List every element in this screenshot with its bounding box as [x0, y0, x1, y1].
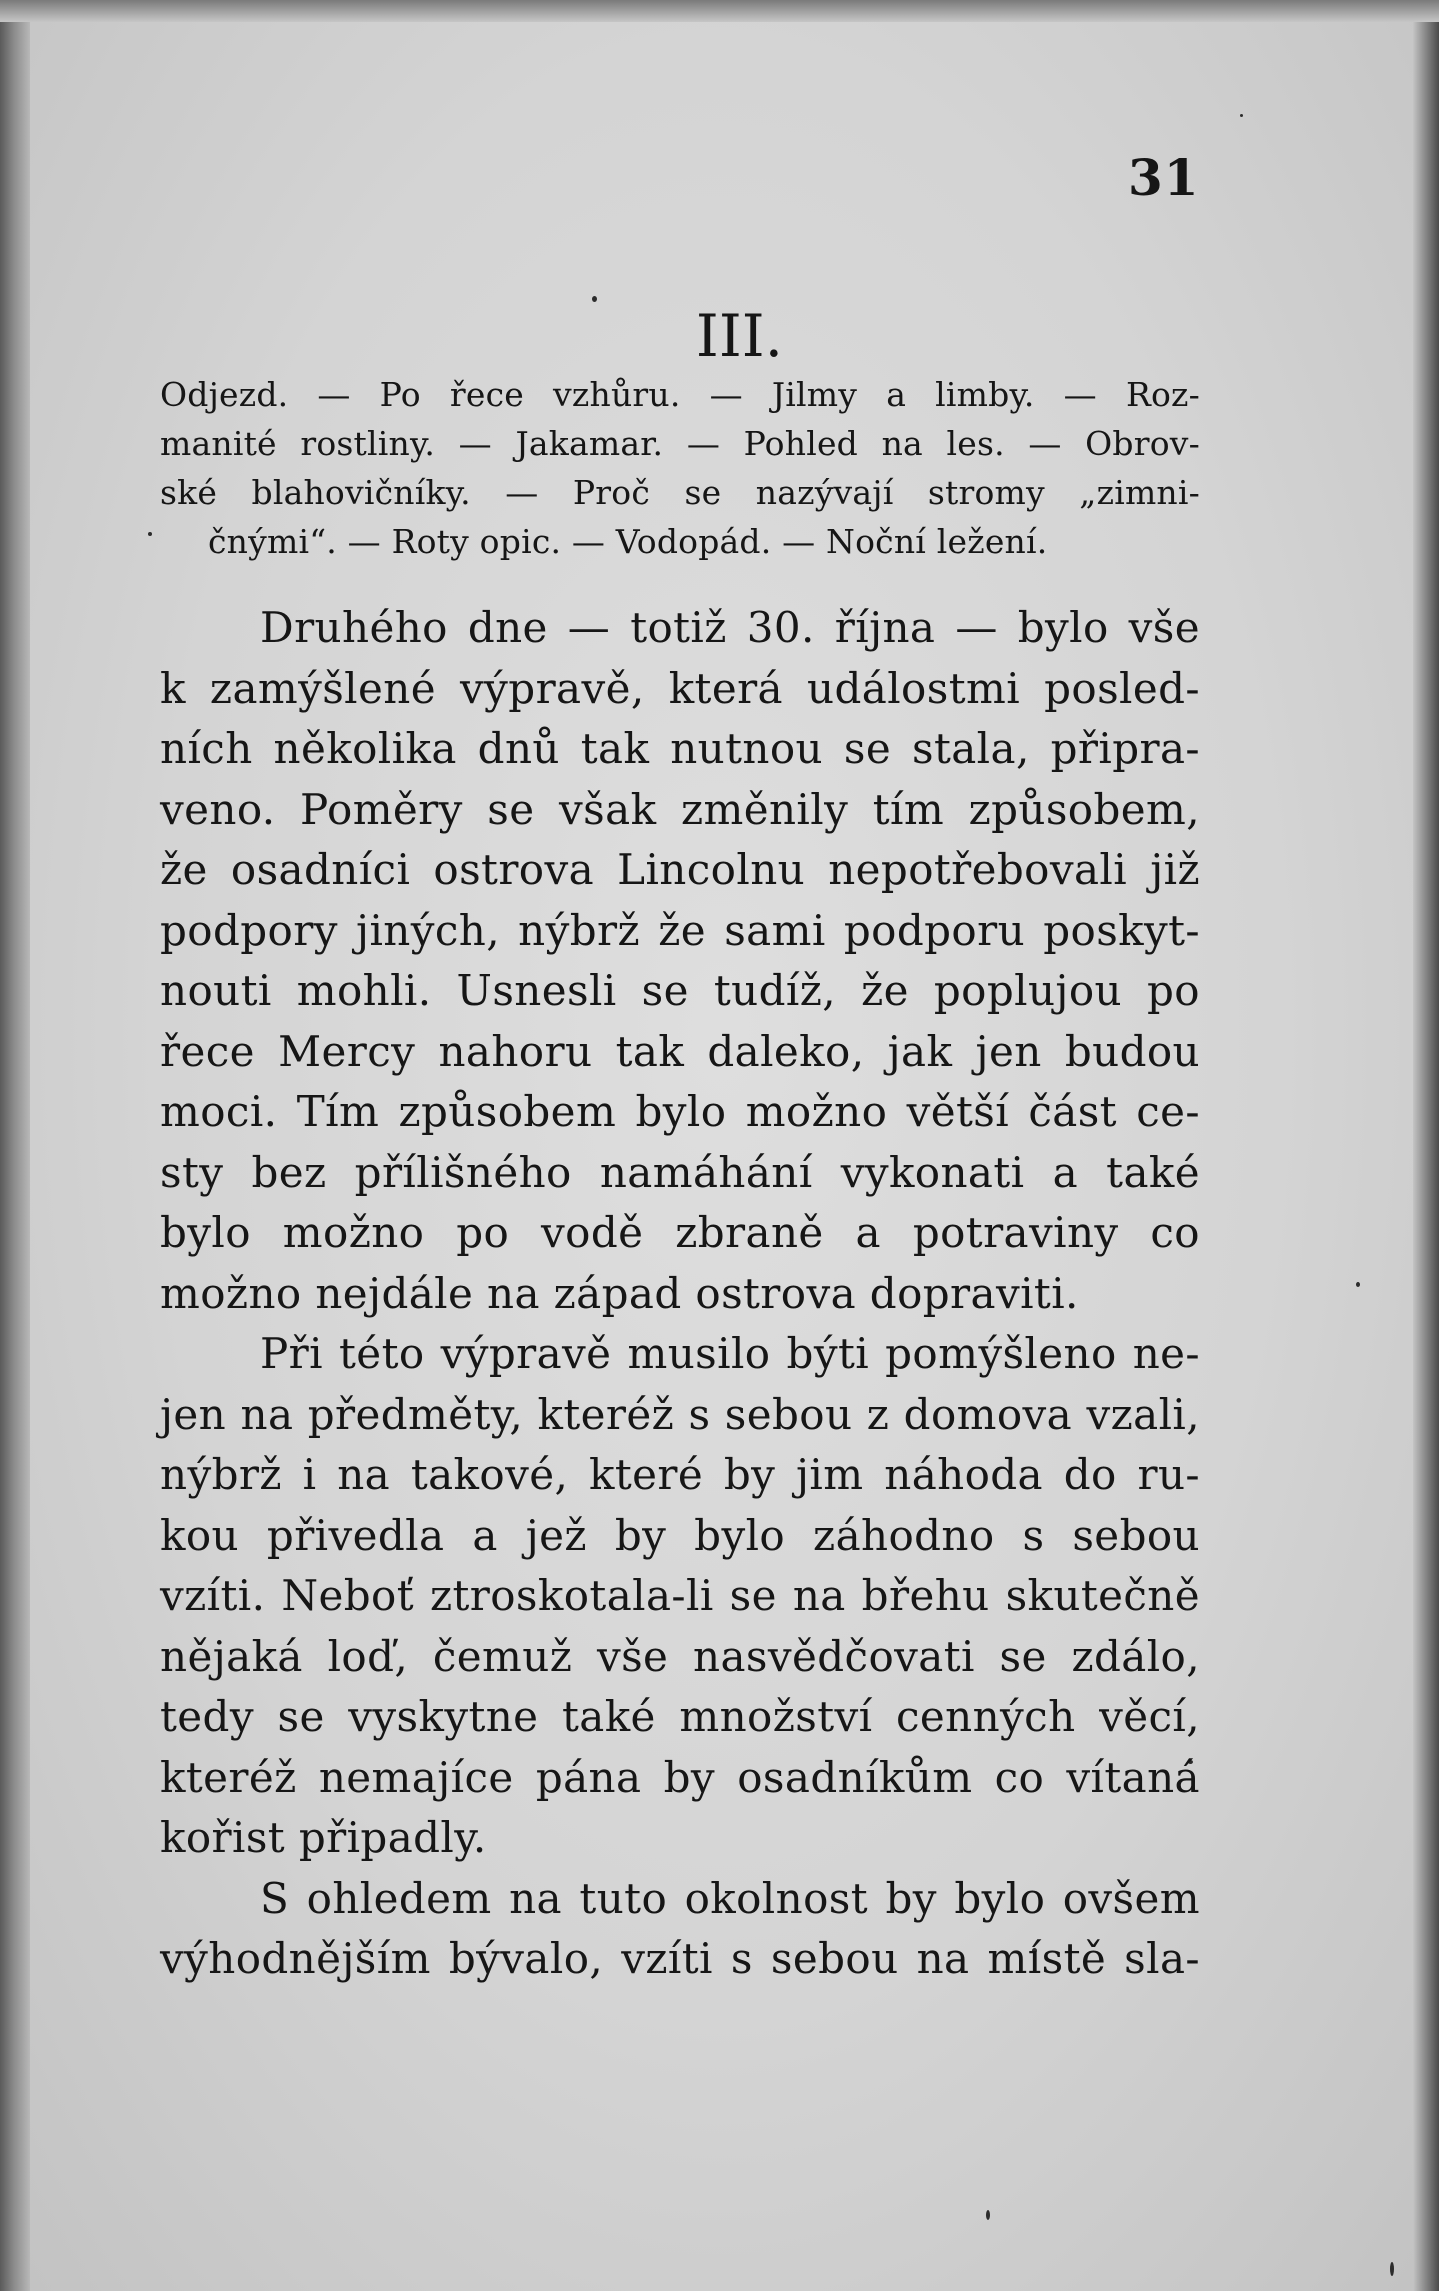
paragraph-1-line: sty bez přílišného namáhání vykonati a také — [160, 1147, 1200, 1197]
paragraph-1-line: že osadníci ostrova Lincolnu nepotřebovali již — [160, 845, 1200, 894]
paragraph-1-line: řece Mercy nahoru tak daleko, jak jen budou — [160, 1026, 1200, 1076]
paragraph-1-line: bylo možno po vodě zbraně a potraviny co — [160, 1208, 1200, 1257]
page-top-edge-shadow — [0, 0, 1439, 22]
paragraph-2-line: kou přivedla a jež by bylo záhodno s sebou — [160, 1510, 1200, 1560]
paragraph-2-line: vzíti. Neboť ztroskotala-li se na břehu skutečně — [160, 1571, 1200, 1620]
paragraph-2-line: tedy se vyskytne také množství cenných věcí, — [160, 1692, 1200, 1741]
paragraph-1-line: podpory jiných, nýbrž že sami podporu poskyt- — [160, 905, 1200, 955]
paragraph-1-line: Druhého dne — totiž 30. října — bylo vše — [260, 603, 1200, 652]
summary-line: ské blahovičníky. — Proč se nazývají stromy „zimni- — [160, 473, 1200, 512]
paragraph-2-line: kteréž nemajíce pána by osadníkům co vítaná — [160, 1752, 1200, 1802]
paragraph-1-line: možno nejdále na západ ostrova dopraviti. — [160, 1268, 1079, 1318]
paragraph-2-line: kořist připadly. — [160, 1813, 487, 1862]
paragraph-2-line: nýbrž i na takové, které by jim náhoda do ru- — [160, 1450, 1200, 1499]
summary-line: Odjezd. — Po řece vzhůru. — Jilmy a limby. — Roz- — [160, 375, 1200, 414]
paragraph-2-line: nějaká loď, čemuž vše nasvědčovati se zdálo, — [160, 1631, 1200, 1681]
scan-speck — [986, 2210, 990, 2220]
paragraph-3-line: výhodnějším bývalo, vzíti s sebou na místě sla- — [160, 1934, 1200, 1983]
paragraph-2-line: Při této výpravě musilo býti pomýšleno ne- — [260, 1329, 1200, 1378]
paragraph-1-line: k zamýšlené výpravě, která událostmi posled- — [160, 663, 1200, 713]
paragraph-1-line: nouti mohli. Usnesli se tudíž, že poplujou po — [160, 966, 1200, 1015]
scan-speck — [1240, 114, 1243, 117]
chapter-heading: III. — [695, 302, 784, 370]
paragraph-1-line: veno. Poměry se však změnily tím způsobem, — [160, 784, 1200, 834]
scan-speck — [1390, 2262, 1394, 2276]
scan-speck — [148, 532, 152, 536]
paragraph-1-line: ních několika dnů tak nutnou se stala, připra- — [160, 724, 1200, 773]
summary-line: čnými“. — Roty opic. — Vodopád. — Noční ležení. — [208, 522, 1048, 561]
chapter-summary — [160, 370, 1200, 566]
summary-line: manité rostliny. — Jakamar. — Pohled na les. — Obrov- — [160, 424, 1200, 463]
page-number: 31 — [1128, 148, 1200, 207]
paragraph-2-line: jen na předměty, kteréž s sebou z domova vzali, — [160, 1389, 1200, 1439]
scan-speck — [1356, 1282, 1360, 1287]
paragraph-3-line: S ohledem na tuto okolnost by bylo ovšem — [260, 1873, 1200, 1923]
paragraph-1-line: moci. Tím způsobem bylo možno větší část ce- — [160, 1087, 1200, 1136]
body-text — [160, 598, 1200, 1990]
